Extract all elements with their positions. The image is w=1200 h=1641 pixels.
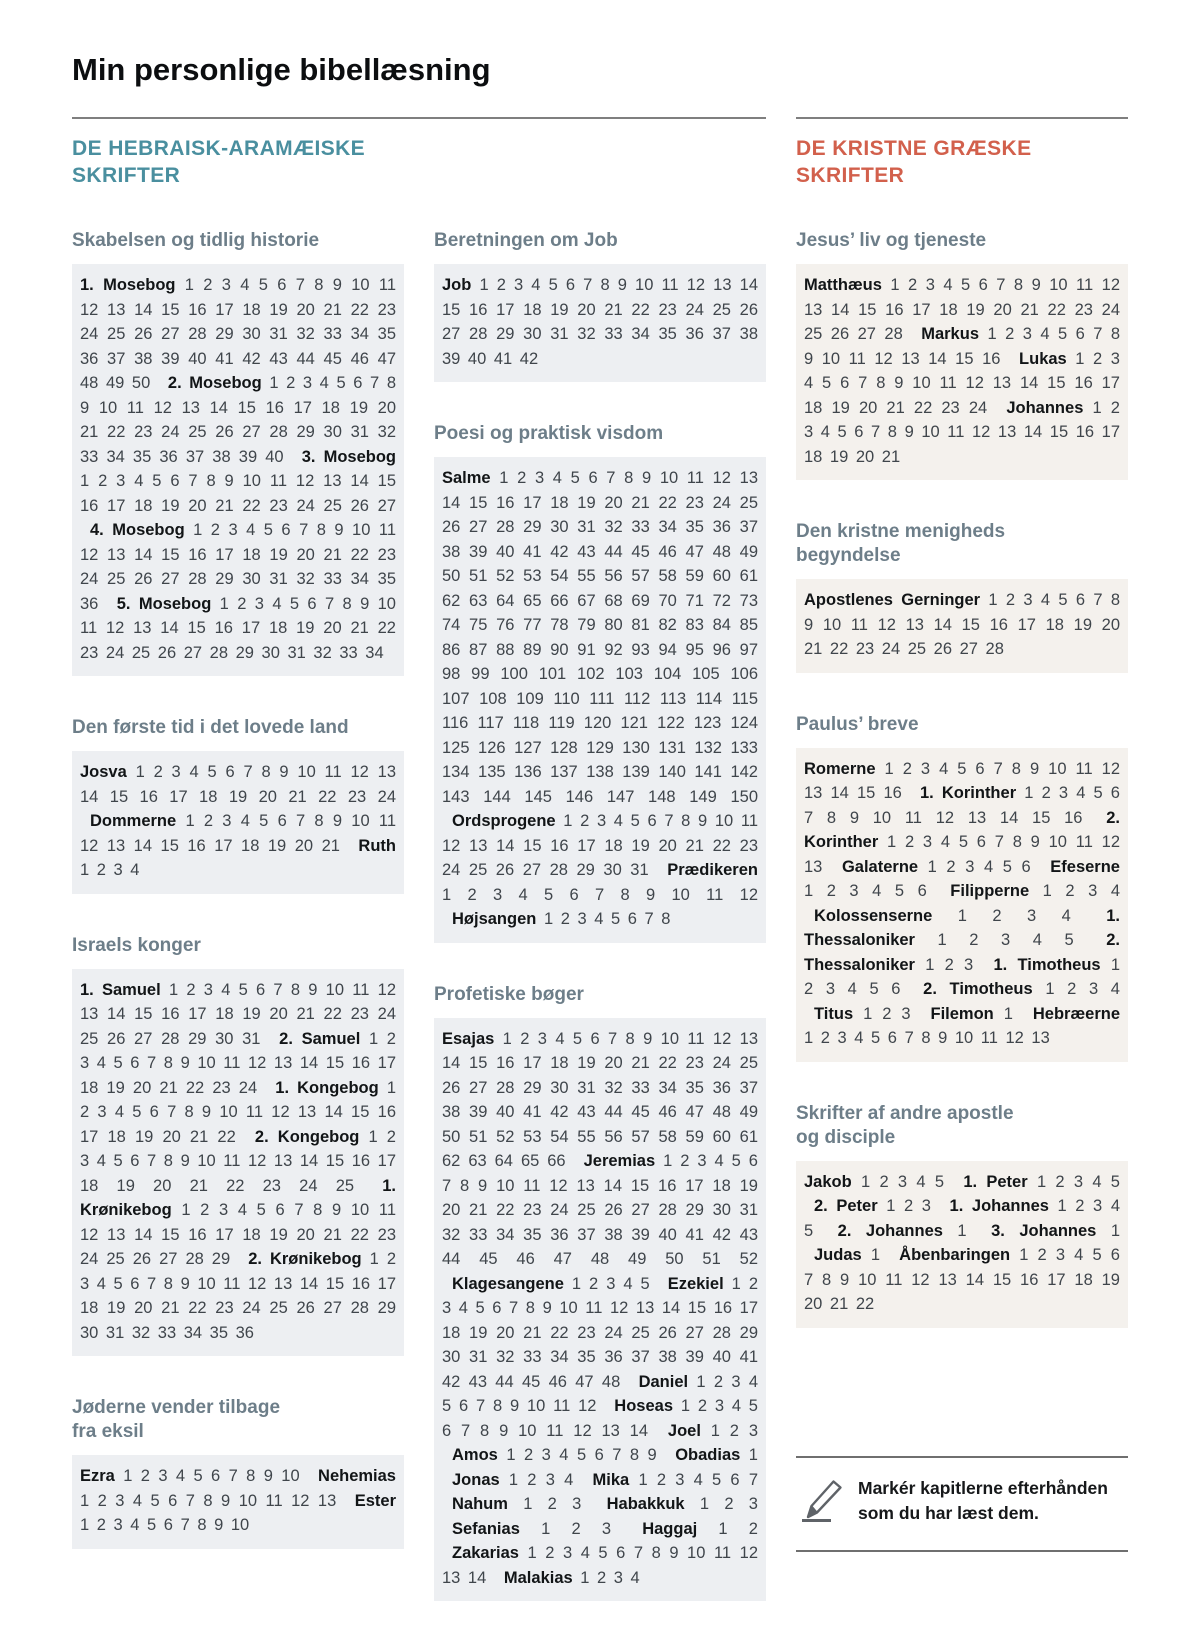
book-name: Markus	[921, 325, 979, 343]
chapter-numbers: 1	[740, 1446, 758, 1464]
chapter-numbers: 1 2 3 4 5 6 7 8 9 10 11 12 13 14 15 16 17 18 19 20 21 22	[804, 1246, 1120, 1313]
chapter-numbers: 1 2 3	[519, 1519, 612, 1538]
chapter-numbers: 1 2 3 4 5 6 7 8 9 10 11 12 13 14 15 16 17 18 19 20 21 22 23 24 25	[80, 1127, 397, 1195]
book-block	[72, 264, 404, 676]
book-name: Dommerne	[90, 812, 177, 830]
chapter-numbers: 1 2 3 4 5	[1027, 1172, 1120, 1191]
chapter-numbers: 1 2 3 4 5 6 7 8 9 10 11 12	[442, 885, 758, 904]
chapter-numbers: 1 2 3 4	[499, 1470, 574, 1489]
column-hebrew-2	[434, 189, 766, 1601]
book-block	[434, 264, 766, 382]
chapter-numbers: 1 2 3 4	[80, 861, 140, 879]
book-name: Matthæus	[804, 276, 882, 294]
chapter-numbers: 1 2 3 4 5	[804, 1197, 1120, 1240]
book-name: Job	[442, 276, 472, 294]
book-name: Kolossenserne	[814, 906, 933, 925]
book-block	[434, 457, 766, 943]
book-name: 4. Mosebog	[90, 521, 185, 539]
book-block	[72, 969, 404, 1357]
book-name: Sefanias	[452, 1519, 520, 1538]
chapter-numbers: 1 2 3 4	[932, 906, 1071, 925]
pencil-icon	[800, 1478, 846, 1524]
book-name: Lukas	[1019, 349, 1067, 368]
section-heading: Paulus’ breve	[796, 713, 919, 735]
book-name: 2. Krønikebog	[248, 1250, 362, 1268]
book-name: Åbenbaringen	[899, 1246, 1011, 1264]
chapter-numbers: 1 2 3	[700, 1421, 758, 1440]
book-block	[72, 751, 404, 894]
chapter-numbers: 1 2 3	[877, 1197, 931, 1215]
chapter-numbers: 1 2 3 4 5 6 7 8 9 10 11 12 13	[804, 1029, 1050, 1047]
chapter-numbers: 1 2 3 4 5 6 7 8 9 10 11 12 13 14 15 16 17 18 19 20 21 22 23 24 25 26 27 28 29 30 31 32 33 34 35 36 37 38 39 40	[80, 374, 396, 466]
chapter-numbers: 1 2 3 4 5 6 7 8 9 10 11 12 13 14 15 16 17 18 19 20 21 22 23 24 25 26 27 28 29 30 31	[442, 812, 758, 879]
chapter-numbers: 1 2 3 4 5 6 7 8 9 10	[114, 1467, 300, 1485]
content-grid	[72, 135, 1128, 1601]
chapter-numbers: 1 2 3 4 5 6 7 8 9 10 11 12 13 14 15 16 17 18 19 20 21 22 23 24 25 26 27 28 29 30 31 32 33 34 35 36 37 38 39 40 41 42 43 44 45 46 47 48 49 50 51 52 53 54 55 56 57 58 59 60 61 62 63 64 65 66	[442, 1029, 758, 1170]
chapter-numbers: 1 2 3	[853, 1004, 911, 1023]
book-name: Ruth	[358, 836, 396, 855]
book-block	[796, 579, 1128, 673]
chapter-numbers: 1 2 3 4 5	[563, 1274, 650, 1293]
book-name: Klagesangene	[452, 1274, 564, 1293]
book-block	[796, 264, 1128, 480]
book-name: Romerne	[804, 759, 876, 778]
book-name: Jeremias	[583, 1152, 656, 1170]
book-block	[72, 1455, 404, 1549]
book-name: Filemon	[930, 1004, 994, 1023]
book-name: 1. Peter	[963, 1172, 1028, 1191]
book-name: Ezra	[80, 1467, 115, 1485]
chapter-numbers: 1 2 3 4 5 6 7 8 9 10 11 12 13 14 15 16 17 18 19 20 21 22 23 24 25 26 27 28	[804, 591, 1121, 658]
chapter-numbers: 1	[993, 1004, 1013, 1023]
chapter-numbers: 1 2 3 4 5 6 7 8 9 10 11 12 13 14 15 16 17 18 19 20 21 22 23 24 25 26 27 28 29 30 31 32 33 34 35 36	[80, 1250, 397, 1342]
book-name: 1. Timotheus	[993, 955, 1101, 974]
book-name: 5. Mosebog	[116, 594, 212, 613]
book-name: Filipperne	[950, 882, 1030, 900]
chapter-numbers: 1 2 3 4 5 6 7 8 9 10 11 12 13 14 15 16 17 18 19 20 21	[80, 812, 396, 855]
book-name: Ester	[354, 1491, 396, 1510]
book-name: Haggaj	[642, 1519, 698, 1538]
title-divider	[72, 117, 766, 119]
section-heading: Profetiske bøger	[434, 983, 584, 1005]
book-name: 2. Timotheus	[923, 980, 1033, 998]
chapter-numbers: 1 2 3 4 5 6	[804, 955, 1121, 998]
right-column-divider	[796, 117, 1128, 119]
book-name: 2. Johannes	[837, 1221, 943, 1240]
book-name: Malakias	[503, 1568, 573, 1587]
section-heading: Beretningen om Job	[434, 230, 618, 251]
chapter-numbers: 1	[861, 1246, 881, 1264]
book-name: Ordsprogene	[452, 812, 556, 830]
book-name: Habakkuk	[606, 1495, 685, 1513]
book-name: 1. Kongebog	[275, 1078, 379, 1097]
hebrew-scriptures-header: DE HEBRAISK-ARAMÆISKE SKRIFTER	[72, 137, 366, 187]
note-box	[796, 1456, 1128, 1552]
book-name: Nahum	[452, 1495, 508, 1513]
book-name: 1. Johannes	[949, 1197, 1049, 1215]
book-name: 2. Thessaloniker	[804, 931, 1120, 974]
page-title: Min personlige bibellæsning	[72, 52, 491, 87]
chapter-numbers: 1 2 3 4 5	[914, 931, 1074, 949]
chapter-numbers: 1 2 3 4 5 6 7 8 9 10 11 12 13 14 15 16	[804, 325, 1120, 368]
book-name: Ezekiel	[667, 1274, 724, 1293]
chapter-numbers: 1 2 3 4 5 6 7 8 9 10 11 12 13	[80, 1491, 337, 1510]
column-greek-wrap	[796, 189, 1128, 1601]
chapter-numbers: 1 2	[697, 1519, 758, 1538]
book-name: Obadias	[675, 1446, 741, 1464]
book-name: Hoseas	[614, 1397, 673, 1415]
chapter-numbers: 1 2 3 4 5 6 7 8 9 10 11 12 13 14 15 16 17 18 19 20 21 22 23 24 25 26 27 28	[804, 276, 1120, 343]
book-name: Johannes	[1006, 398, 1084, 417]
chapter-numbers: 1 2 3 4	[1029, 882, 1120, 900]
chapter-numbers: 1 2 3 4 5 6 7	[629, 1470, 759, 1489]
section-heading: Jøderne vender tilbage fra eksil	[72, 1397, 281, 1442]
note-text: Markér kapitlerne efterhånden som du har læst dem.	[858, 1477, 1108, 1523]
book-name: Jakob	[804, 1172, 852, 1191]
chapter-numbers: 1 2 3 4 5 6 7 8 9 10 11 12 13 14 15 16 17 18 19 20 21 22 23 24 25 26 27 28 29 30 31 32 33 34	[80, 594, 396, 662]
book-name: Titus	[814, 1004, 854, 1023]
chapter-numbers: 1 2 3 4 5 6 7 8	[536, 910, 671, 928]
chapter-numbers: 1 2 3 4 5 6 7 8 9 10 11 12 13 14 15 16 17 18 19 20 21	[804, 398, 1121, 466]
book-name: Judas	[814, 1246, 862, 1264]
chapter-numbers: 1 2 3 4	[1032, 980, 1120, 998]
chapter-numbers: 1 2 3 4 5 6 7 8 9 10 11 12	[442, 1372, 759, 1415]
chapter-numbers: 1 2 3 4 5	[851, 1172, 945, 1191]
book-name: Efeserne	[1050, 857, 1120, 876]
chapter-numbers: 1 2 3 4 5 6	[804, 882, 927, 900]
chapter-numbers: 1 2 3 4 5 6 7 8 9 10 11 12 13 14 15 16	[804, 784, 1120, 827]
book-name: Daniel	[638, 1372, 689, 1391]
book-name: 3. Johannes	[991, 1221, 1097, 1240]
chapter-numbers: 1 2 3 4 5 6 7 8 9 10 11 12 13 14 15 16 17 18 19 20 21 22 23 24	[80, 1029, 397, 1097]
book-name: Joel	[667, 1421, 701, 1440]
divider-row	[72, 117, 1128, 119]
chapter-numbers: 1 2 3	[914, 955, 974, 974]
book-name: 2. Mosebog	[167, 374, 262, 392]
chapter-numbers: 1 2 3 4 5 6 7 8 9	[497, 1446, 657, 1464]
chapter-numbers: 1 2 3 4 5 6 7 8 9 10 11 12 13 14 15 16 17 18 19 20 21 22 23 24 25 26 27 28 29 30 31	[80, 980, 396, 1048]
section-heading: Den første tid i det lovede land	[72, 717, 349, 738]
column-greek	[796, 229, 1128, 1328]
section-heading: Israels konger	[72, 934, 201, 956]
book-block	[434, 1018, 766, 1602]
book-name: 1. Thessaloniker	[804, 906, 1120, 949]
chapter-numbers: 1	[942, 1221, 967, 1240]
greek-scriptures-header: DE KRISTNE GRÆSKE SKRIFTER	[796, 137, 1032, 187]
book-name: 2. Peter	[814, 1197, 878, 1215]
book-name: Hebræerne	[1032, 1004, 1120, 1023]
chapter-numbers: 1 2 3	[684, 1495, 758, 1513]
book-name: Zakarias	[452, 1544, 519, 1562]
book-name: 3. Mosebog	[301, 447, 396, 466]
chapter-numbers: 1 2 3 4 5 6 7 8 9 10 11 12 13 14 15 16 17 18 19 20 21 22 23 24 25 26 27 28 29	[80, 1201, 396, 1268]
chapter-numbers: 1 2 3 4 5 6 7 8 9 10 11 12 13 14 15 16 17 18 19 20 21 22 23 24 25 26 27 28 29 30 31 32 33 34 35 36 37 38 39 40 41 42 43 44 45 46 47 48 49 50	[80, 276, 397, 392]
book-name: Salme	[442, 469, 491, 487]
book-name: Prædikeren	[667, 861, 758, 879]
book-name: 2. Kongebog	[254, 1127, 360, 1146]
chapter-numbers: 1 2 3 4 5 6 7 8 9 10 11 12 13 14 15 16 17 18 19 20 21 22 23 24 25 26 27 28 29 30 31 32 33 34 35 36 37 38 39 40 41 42 43 44 45 46 47 48 49 50 51 52	[442, 1152, 758, 1268]
section-heading: Jesus’ liv og tjeneste	[796, 230, 987, 251]
chapter-numbers: 1 2 3 4 5 6 7 8 9 10 11 12 13 14 15 16 17 18 19 20 21 22 23 24 25 26 27	[80, 472, 396, 515]
book-name: 1. Krønikebog	[80, 1176, 396, 1219]
section-heading: Skabelsen og tidlig historie	[72, 230, 320, 251]
book-block	[796, 748, 1128, 1062]
book-name: 2. Korinther	[804, 808, 1120, 851]
chapter-numbers: 1 2 3 4 5 6 7 8 9 10 11 12 13	[804, 833, 1120, 876]
chapter-numbers: 1 2 3 4 5 6 7 8 9 10 11 12 13 14 15 16 17 18 19 20 21 22 23 24 25 26 27 28 29 30 31 32 33 34 35 36 37 38 39 40 41 42	[442, 276, 758, 368]
book-name: Nehemias	[318, 1467, 396, 1485]
section-heading: Den kristne menigheds begyndelse	[796, 521, 1006, 566]
chapter-numbers: 1 2 3 4 5 6 7 8 9 10 11 12 13 14 15 16 17 18 19 20 21 22 23 24 25 26 27 28 29 30 31 32 33 34 35 36 37 38 39 40 41 42 43 44 45 46 47 48	[442, 1274, 759, 1391]
section-heading: Skrifter af andre apostle og disciple	[796, 1102, 1014, 1148]
book-name: 1. Mosebog	[80, 276, 176, 294]
chapter-numbers: 1	[1096, 1221, 1120, 1240]
book-name: Galaterne	[841, 857, 919, 876]
book-name: 1. Korinther	[919, 784, 1017, 802]
book-block	[796, 1161, 1128, 1328]
chapter-numbers: 1 2 3 4 5 6 7 8 9 10 11 12 13 14 15 16 17 18 19 20 21 22 23 24	[804, 349, 1120, 417]
book-name: Højsangen	[452, 910, 537, 928]
chapter-numbers: 1 2 3	[507, 1495, 582, 1513]
book-name: 1. Samuel	[80, 980, 161, 999]
book-name: Apostlenes Gerninger	[804, 591, 981, 609]
chapter-numbers: 1 2 3 4 5 6 7 8 9 10 11 12 13 14 15 16 17 18 19 20 21 22 23 24	[80, 763, 396, 806]
chapter-numbers: 1 2 3 4 5 6	[918, 857, 1031, 876]
chapter-numbers: 1 2 3 4 5 6 7 8 9 10 11 12 13 14 15 16 17 18 19 20 21 22 23 24 25 26 27 28 29 30 31 32 33 34 35 36 37 38 39 40 41 42 43 44 45 46 47 48 49 50 51 52 53 54 55 56 57 58 59 60 61 62 63 64 65 66 67 68 69 70 71 72 73 74 75 76 77 78 79 80 81 82 83 84 85 86 87 88 89 90 91 92 93 94 95 96 97 98 99 100 101 102 103 104 105 106 107 108 109 110 111 112 113 114 115 116 117 118 119 120 121 122 123 124 125 126 127 128 129 130 131 132 133 134 135 136 137 138 139 140 141 142 143 144 145 146 147 148 149 150	[442, 469, 758, 806]
chapter-numbers: 1 2 3 4 5 6 7 8 9 10 11 12 13 14	[442, 1544, 758, 1587]
book-name: Josva	[80, 763, 127, 781]
column-hebrew-1	[72, 189, 404, 1601]
chapter-numbers: 1 2 3 4 5 6 7 8 9 10 11 12 13 14 15 16 17 18 19 20 21 22 23 24 25 26 27 28 29 30 31 32 33 34 35 36	[80, 521, 396, 613]
book-name: 2. Samuel	[279, 1029, 361, 1048]
chapter-numbers: 1 2 3 4 5 6 7 8 9 10 11 12 13 14 15 16	[804, 759, 1120, 802]
section-heading: Poesi og praktisk visdom	[434, 423, 664, 444]
chapter-numbers: 1 2 3 4 5 6 7 8 9 10	[80, 1516, 250, 1534]
chapter-numbers: 1 2 3 4 5 6 7 8 9 10 11 12 13 14 15 16 17 18 19 20 21 22	[80, 1078, 396, 1146]
book-name: Esajas	[442, 1029, 495, 1048]
chapter-numbers: 1 2 3 4	[572, 1568, 640, 1587]
chapter-numbers: 1 2 3 4 5 6 7 8 9 10 11 12 13 14	[442, 1397, 758, 1440]
book-name: Mika	[592, 1470, 630, 1489]
book-name: Amos	[452, 1446, 498, 1464]
book-name: Jonas	[452, 1470, 500, 1489]
